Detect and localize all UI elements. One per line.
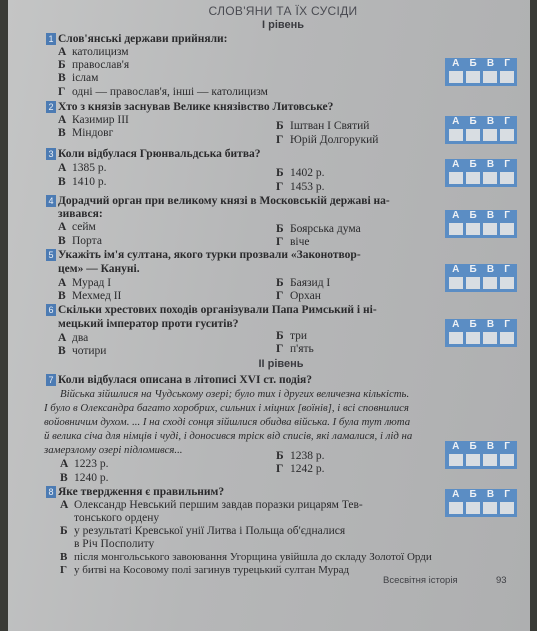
option-row: В Порта: [58, 235, 102, 247]
option-row: В Мехмед II: [58, 290, 122, 302]
answer-box[interactable]: [499, 276, 515, 290]
option-row: В Міндовг: [58, 127, 114, 139]
answer-box[interactable]: [499, 70, 515, 84]
answer-box[interactable]: [482, 70, 498, 84]
question-8: 8 Яке твердження є правильним?: [46, 486, 224, 499]
quote-line: замерзлому озері підломився...: [44, 444, 183, 456]
answer-box[interactable]: [448, 128, 464, 142]
option-row: Б 1402 р.: [276, 167, 325, 179]
answer-box[interactable]: [482, 331, 498, 345]
question-3: 3 Коли відбулася Грюнвальдська битва?: [46, 148, 261, 161]
option-row: Г п'ять: [276, 343, 314, 355]
quote-line: войовничим духом. ... І на сході сонця зійшлися обидва війська. І була тут люта: [44, 416, 411, 428]
option-row: А Мурад I: [58, 277, 112, 289]
question-6: 6 Скільки хрестових походів організували Папа Римський і ні-: [46, 304, 377, 317]
answer-grid-2: А Б В Г: [445, 116, 517, 144]
answer-box[interactable]: [499, 453, 515, 467]
page-title: СЛОВ'ЯНИ ТА ЇХ СУСІДИ: [208, 4, 358, 18]
quote-line: Війська зійшлися на Чудському озері; було тих і других величезна кількість.: [60, 388, 410, 400]
page-number: 93: [496, 575, 507, 586]
option-row: Б Іштван I Святий: [276, 120, 370, 132]
option-row: А 1385 р.: [58, 162, 107, 174]
textbook-page: [8, 0, 530, 631]
option-row: Г віче: [276, 236, 310, 248]
option-row-cont: в Річ Посполиту: [74, 538, 155, 550]
answer-box[interactable]: [499, 128, 515, 142]
answer-box[interactable]: [465, 453, 481, 467]
question-2: 2 Хто з князів заснував Велике князівство Литовське?: [46, 101, 333, 114]
answer-grid-5: А Б В Г: [445, 264, 517, 292]
option-row: А католицизм: [58, 46, 129, 58]
answer-box[interactable]: [482, 501, 498, 515]
answer-box[interactable]: [465, 276, 481, 290]
answer-box[interactable]: [465, 70, 481, 84]
answer-box[interactable]: [448, 453, 464, 467]
answer-box[interactable]: [482, 222, 498, 236]
option-row: А два: [58, 332, 89, 344]
question-4: 4 Дорадчий орган при великому князі в Московській державі на-: [46, 195, 390, 208]
option-row: А Олександр Невський першим завдав поразки рицарям Тев-: [60, 499, 363, 511]
option-row: В чотири: [58, 345, 107, 357]
option-row: Б 1238 р.: [276, 450, 325, 462]
answer-box[interactable]: [499, 171, 515, 185]
level-1-title: І рівень: [261, 19, 305, 31]
option-row: Г 1453 р.: [276, 181, 325, 193]
option-row: Б у результаті Кревської унії Литва і Польща об'єдналися: [60, 525, 346, 537]
quote-line: І було в Олександра багато хоробрих, сильних і міцних [воїнів], і всі сповнилися: [44, 402, 409, 414]
option-row-cont: тонського ордену: [74, 512, 160, 524]
answer-box[interactable]: [448, 501, 464, 515]
option-row: В іслам: [58, 72, 99, 84]
answer-grid-3: А Б В Г: [445, 159, 517, 187]
question-text-cont: цем» — Кануні.: [58, 263, 140, 275]
answer-grid-8: А Б В Г: [445, 489, 517, 517]
answer-box[interactable]: [499, 501, 515, 515]
answer-box[interactable]: [448, 222, 464, 236]
answer-box[interactable]: [465, 222, 481, 236]
level-2-title: ІІ рівень: [258, 358, 304, 370]
option-row: Б православ'я: [58, 59, 130, 71]
option-row: В 1410 р.: [58, 176, 107, 188]
option-row: Б три: [276, 330, 308, 342]
question-7: 7 Коли відбулася описана в літописі XVI ст. подія?: [46, 374, 312, 387]
answer-box[interactable]: [465, 501, 481, 515]
answer-grid-1: А Б В Г: [445, 58, 517, 86]
quote-line: й велика січа для німців і чуді, і доносився тріск від списів, які ламалися, і лід на: [44, 430, 413, 442]
answer-box[interactable]: [482, 171, 498, 185]
option-row: А Казимир III: [58, 114, 129, 126]
question-number: 1: [46, 33, 56, 45]
answer-box[interactable]: [465, 171, 481, 185]
answer-box[interactable]: [482, 276, 498, 290]
answer-box[interactable]: [465, 331, 481, 345]
answer-box[interactable]: [499, 222, 515, 236]
option-row: В після монгольського завоювання Угорщина увійшла до складу Золотої Орди: [60, 551, 432, 563]
question-1: [46, 33, 228, 46]
question-text-cont: зивався:: [58, 208, 103, 220]
option-row: Г одні — православ'я, інші — католицизм: [58, 86, 268, 98]
question-text-cont: мецький імператор проти гуситів?: [58, 318, 239, 330]
answer-box[interactable]: [448, 171, 464, 185]
answer-grid-4: А Б В Г: [445, 210, 517, 238]
answer-box[interactable]: [448, 276, 464, 290]
answer-grid-6: А Б В Г: [445, 319, 517, 347]
option-row: Б Баязид I: [276, 277, 331, 289]
answer-box[interactable]: [448, 70, 464, 84]
option-row: А 1223 р.: [60, 458, 109, 470]
answer-box[interactable]: [465, 128, 481, 142]
footer-book-title: Всесвітня історія: [383, 575, 458, 586]
question-5: 5 Укажіть ім'я султана, якого турки прозвали «Законотвор-: [46, 249, 361, 262]
option-row: Г у битві на Косовому полі загинув турецький султан Мурад: [60, 564, 350, 576]
option-row: Г Юрій Долгорукий: [276, 134, 379, 146]
option-row: В 1240 р.: [60, 472, 109, 484]
option-row: Б Боярська дума: [276, 223, 361, 235]
answer-grid-7: А Б В Г: [445, 441, 517, 469]
answer-box[interactable]: [482, 128, 498, 142]
option-row: Г 1242 р.: [276, 463, 325, 475]
answer-box[interactable]: [482, 453, 498, 467]
question-text: Слов'янські держави прийняли:: [58, 33, 228, 45]
option-row: А сейм: [58, 221, 96, 233]
answer-box[interactable]: [499, 331, 515, 345]
answer-box[interactable]: [448, 331, 464, 345]
option-row: Г Орхан: [276, 290, 321, 302]
